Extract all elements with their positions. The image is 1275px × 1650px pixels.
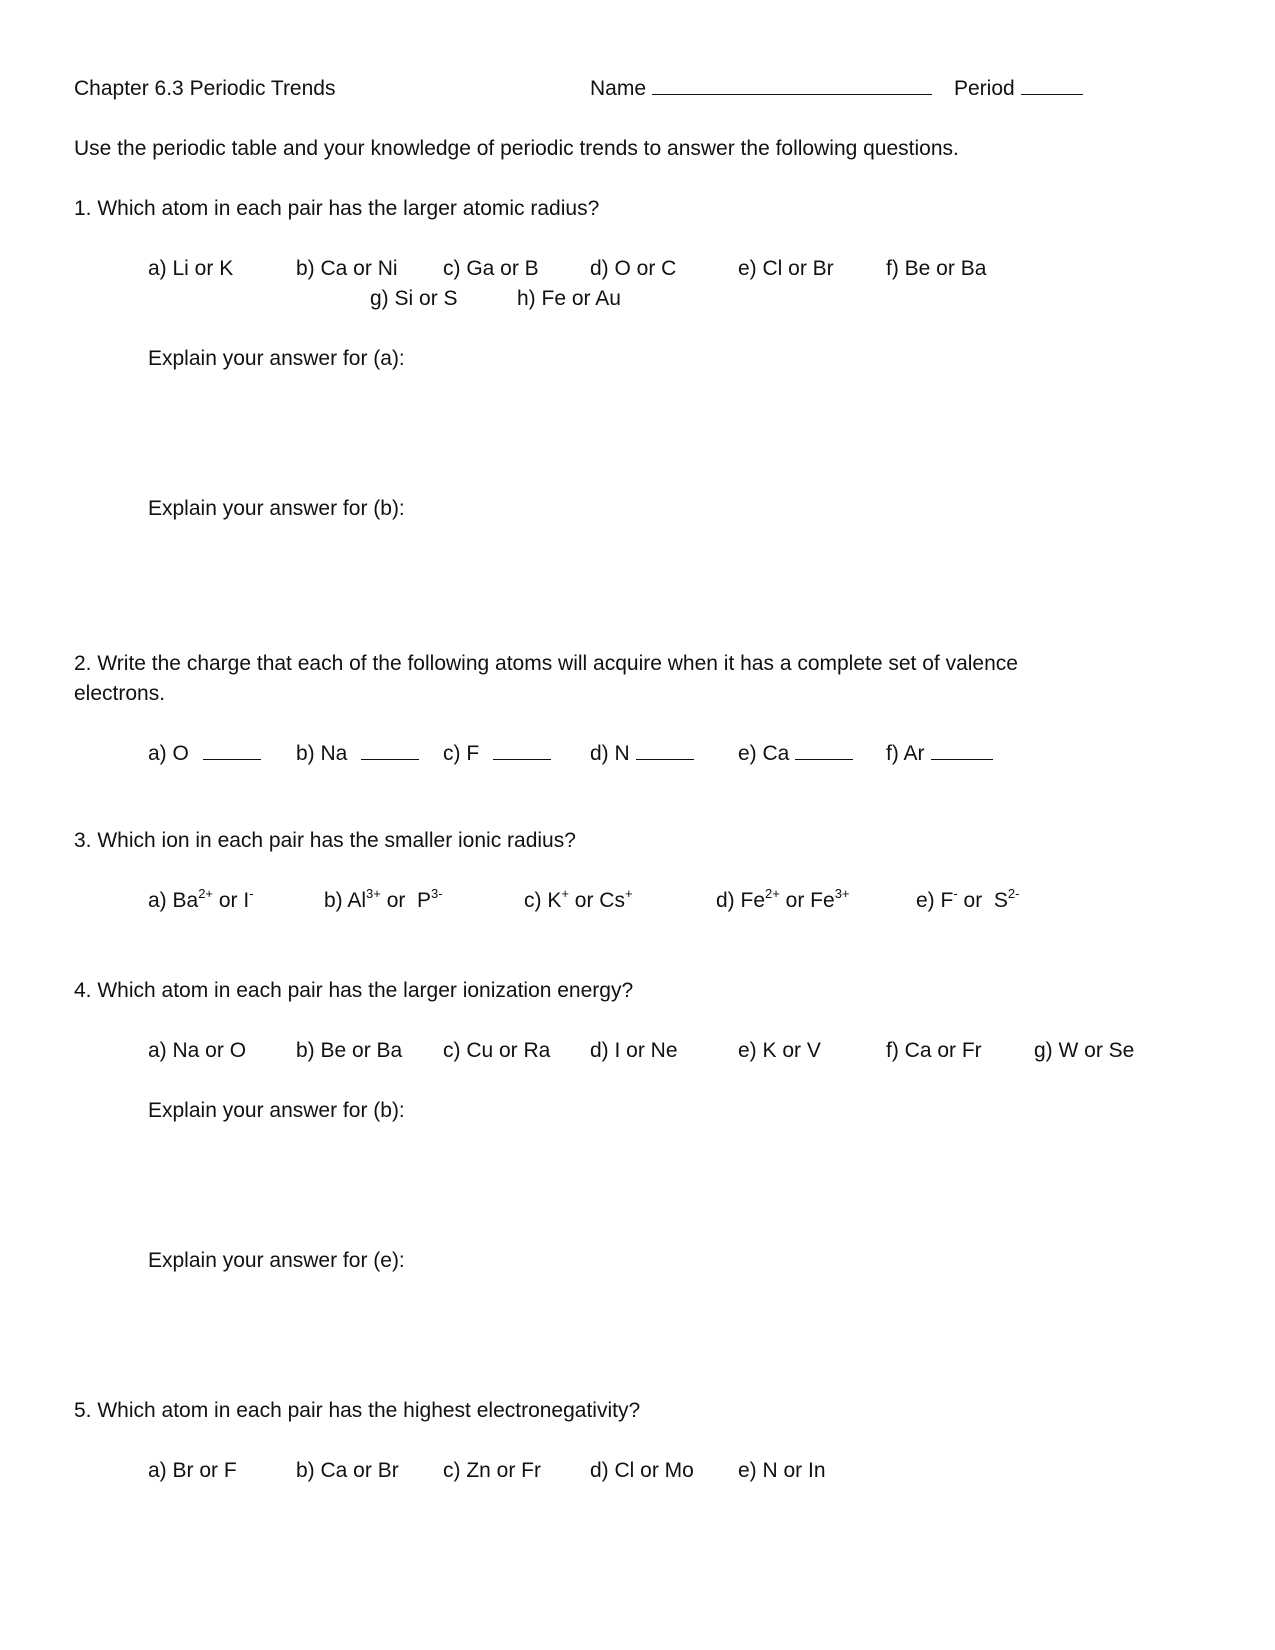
q4-option-a: a) Na or O [148, 1039, 247, 1062]
q4-option-d: d) I or Ne [590, 1039, 678, 1062]
q2-answer-e[interactable] [795, 743, 853, 760]
q1-option-g: g) Si or S [370, 287, 458, 310]
q2-option-b-label: b) Na [296, 742, 348, 765]
name-label-text: Name [590, 77, 647, 100]
q1-option-a: a) Li or K [148, 257, 234, 280]
q1-explain-a: Explain your answer for (a): [148, 347, 405, 370]
chapter-title: Chapter 6.3 Periodic Trends [74, 77, 336, 100]
q2-option-f [886, 743, 993, 764]
q3-a-label: a) Ba [148, 889, 199, 912]
q2-option-a [148, 743, 261, 764]
q3-c-label: c) K [524, 889, 562, 912]
q2-answer-d[interactable] [636, 743, 694, 760]
q3-a-mid: or I [213, 889, 250, 912]
q1-option-e: e) Cl or Br [738, 257, 834, 280]
period-label [954, 78, 1083, 99]
q2-answer-a[interactable] [203, 743, 261, 760]
q1-option-f: f) Be or Ba [886, 257, 987, 280]
q3-e-charge1: - [953, 886, 958, 901]
q3-b-mid: or P [380, 889, 432, 912]
name-label [590, 78, 932, 99]
q3-option-a [148, 886, 254, 912]
q4-explain-b: Explain your answer for (b): [148, 1099, 405, 1122]
q2-option-c-label: c) F [443, 742, 480, 765]
period-label-text: Period [954, 77, 1015, 100]
q3-b-charge2: 3- [431, 886, 443, 901]
q2-option-f-label: f) Ar [886, 742, 925, 765]
q3-option-b [324, 886, 443, 912]
period-field[interactable] [1021, 78, 1083, 95]
q2-answer-f[interactable] [931, 743, 993, 760]
q3-d-mid: or Fe [779, 889, 835, 912]
q2-option-e [738, 743, 853, 764]
q3-c-charge2: + [624, 886, 633, 901]
q3-a-charge2: - [249, 886, 254, 901]
q5-option-a: a) Br or F [148, 1459, 237, 1482]
q4-question: 4. Which atom in each pair has the larger ionization energy? [74, 979, 634, 1002]
q3-option-d [716, 886, 850, 912]
name-field[interactable] [652, 78, 932, 95]
q2-option-d-label: d) N [590, 742, 630, 765]
q5-option-b: b) Ca or Br [296, 1459, 399, 1482]
q3-option-e [916, 886, 1020, 912]
q5-option-c: c) Zn or Fr [443, 1459, 541, 1482]
q3-c-mid: or Cs [568, 889, 625, 912]
q4-option-f: f) Ca or Fr [886, 1039, 982, 1062]
q4-option-g: g) W or Se [1034, 1039, 1135, 1062]
q2-option-b [296, 743, 419, 764]
instructions: Use the periodic table and your knowledge of periodic trends to answer the following questions. [74, 137, 959, 160]
q1-explain-b: Explain your answer for (b): [148, 497, 405, 520]
q1-option-b: b) Ca or Ni [296, 257, 398, 280]
q3-b-charge1: 3+ [366, 886, 381, 901]
q3-e-charge2: 2- [1007, 886, 1020, 901]
q2-option-d [590, 743, 694, 764]
q3-e-mid: or S [957, 889, 1008, 912]
q3-d-charge1: 2+ [765, 886, 780, 901]
q2-question-line2: electrons. [74, 682, 166, 705]
q3-b-label: b) Al [324, 889, 367, 912]
q3-e-label: e) F [916, 889, 954, 912]
q2-option-c [443, 743, 551, 764]
q1-option-c: c) Ga or B [443, 257, 539, 280]
q4-option-e: e) K or V [738, 1039, 821, 1062]
q2-option-e-label: e) Ca [738, 742, 790, 765]
q1-option-h: h) Fe or Au [517, 287, 621, 310]
q3-c-charge1: + [561, 886, 569, 901]
q1-question: 1. Which atom in each pair has the larger atomic radius? [74, 197, 600, 220]
q3-d-label: d) Fe [716, 889, 766, 912]
q4-option-c: c) Cu or Ra [443, 1039, 551, 1062]
q3-question: 3. Which ion in each pair has the smaller ionic radius? [74, 829, 576, 852]
q1-option-d: d) O or C [590, 257, 677, 280]
q2-answer-b[interactable] [361, 743, 419, 760]
q4-option-b: b) Be or Ba [296, 1039, 403, 1062]
q2-answer-c[interactable] [493, 743, 551, 760]
q3-option-c [524, 886, 633, 912]
q3-d-charge2: 3+ [834, 886, 850, 901]
q2-option-a-label: a) O [148, 742, 189, 765]
q5-option-d: d) Cl or Mo [590, 1459, 694, 1482]
q5-question: 5. Which atom in each pair has the highest electronegativity? [74, 1399, 641, 1422]
q5-option-e: e) N or In [738, 1459, 826, 1482]
q4-explain-e: Explain your answer for (e): [148, 1249, 405, 1272]
q3-a-charge1: 2+ [198, 886, 214, 901]
q2-question-line1: 2. Write the charge that each of the following atoms will acquire when it has a complete set of valence [74, 652, 1018, 675]
